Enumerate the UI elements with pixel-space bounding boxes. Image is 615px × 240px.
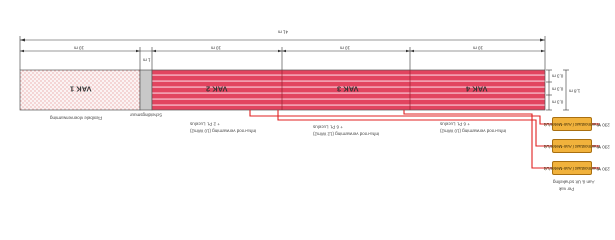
total-length-label: 41 m <box>278 29 289 35</box>
legend-switch-label: Aan & Uit schakeling <box>553 179 595 185</box>
section-title-vak3: VAK 3 <box>337 84 359 94</box>
segment-length-label: 10 m <box>211 45 222 51</box>
height-label: 0,3 m <box>552 99 564 105</box>
segment-length-label: 1 m <box>143 57 151 63</box>
vak2-lighting-label: + 2 Pt. Lucelus <box>190 121 220 127</box>
vak3-infrared-label: Infra-rood verwarming (12 W/m2) <box>313 131 380 137</box>
segment-length-label: 10 m <box>340 45 351 51</box>
voltage-label: 230 V <box>598 166 610 172</box>
partition-wall-label: Scheidingsmuur <box>130 112 163 118</box>
vak3-lighting-label: + 6 Pt. Lucelus <box>313 124 343 130</box>
total-height-label: 1,8 m <box>569 88 581 94</box>
legend-per-section-label: Per vak <box>559 186 575 192</box>
segment-length-label: 10 m <box>473 45 484 51</box>
vak4-infrared-label: Infra-rood verwarming (10 W/m2) <box>440 128 507 134</box>
segment-length-label: 10 m <box>74 45 85 51</box>
voltage-label: 230 V <box>598 122 610 128</box>
vak1-floor-heating-label: Flexibele vloerverwarming <box>50 115 103 121</box>
wiring <box>250 110 599 168</box>
section-title-vak1: VAK 1 <box>70 84 92 94</box>
thermostat-control-box: Thermostaat / Aan-Meter/Uit <box>552 139 592 153</box>
thermostat-control-box: Thermostaat / Aan-Meter/Uit <box>552 117 592 131</box>
dimension-lines <box>20 36 545 70</box>
thermostat-control-box: Thermostaat / Aan-Meter/Uit <box>552 161 592 175</box>
voltage-label: 230 V <box>598 144 610 150</box>
dimension-arrows <box>20 39 545 53</box>
section-title-vak2: VAK 2 <box>206 84 228 94</box>
height-label: 0,3 m <box>552 86 564 92</box>
height-label: 0,3 m <box>552 73 564 79</box>
vak4-lighting-label: + 6 Pt. Lucelus <box>440 121 470 127</box>
partition-wall <box>140 70 152 110</box>
vak2-infrared-label: Infra-rood verwarming (10 W/m2) <box>190 128 257 134</box>
section-title-vak4: VAK 4 <box>466 84 488 94</box>
